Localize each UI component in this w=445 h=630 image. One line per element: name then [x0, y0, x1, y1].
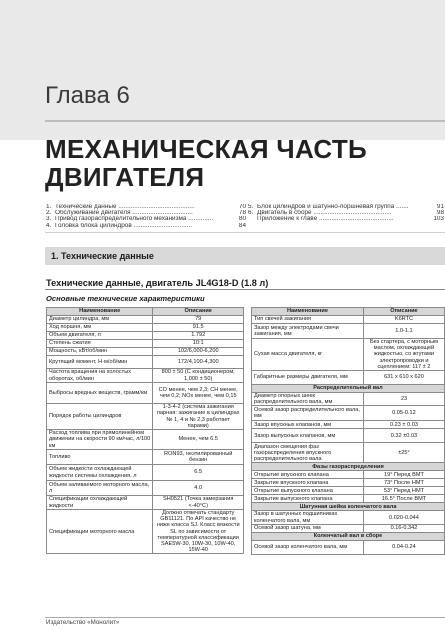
spec-value: 23	[363, 393, 444, 406]
spec-name: Порядок работы цилиндров	[47, 404, 153, 430]
toc-entry-page: 91	[436, 204, 444, 210]
spec-name: Ход поршня, мм	[47, 324, 153, 332]
spec-name: Осевой зазор шатуна, мм	[252, 524, 364, 532]
spec-value: 4.0	[153, 481, 244, 496]
spec-row	[252, 471, 445, 479]
spec-name: Зазор выпускных клапанов, мм	[252, 429, 364, 443]
spec-row	[252, 479, 445, 487]
spec-row	[252, 524, 445, 532]
spec-row	[47, 383, 244, 404]
spec-row	[47, 404, 244, 430]
spec-value: 0.04-0.24	[363, 540, 444, 554]
toc-entry-page: 78	[238, 210, 246, 217]
spec-value: Менее, чем 6.5	[153, 430, 244, 450]
spec-name: Мощность, кВт/об/мин	[47, 348, 153, 356]
spec-value: 79	[153, 316, 244, 324]
spec-row	[47, 450, 244, 465]
spec-name: Зазор впускных клапанов, мм	[252, 421, 364, 429]
spec-value: 0.16-0.342	[363, 524, 444, 532]
spec-name: Зазор в шатунных подшипниках коленчатого вала, мм	[252, 511, 364, 524]
main-specs-table	[46, 307, 244, 554]
spec-name: Объем заливаемого моторного масла, л	[47, 481, 153, 496]
spec-name: Спецификации моторного масла	[47, 510, 153, 554]
spec-row	[252, 495, 445, 503]
spec-value: 53° Перед НМТ	[363, 487, 444, 495]
spec-name: Топливо	[47, 450, 153, 465]
spec-row	[47, 356, 244, 369]
spec-row	[47, 496, 244, 510]
section-heading: 1. Технические данные	[45, 247, 445, 265]
toc-entry-number: 3.	[46, 216, 52, 223]
spec-value: 1.792	[153, 332, 244, 340]
toc-entry-number: 4.	[46, 222, 52, 229]
toc-entry-number: 6.	[248, 210, 254, 217]
header-divider	[45, 120, 445, 122]
spec-value: 73° После НМТ	[363, 479, 444, 487]
spec-row	[47, 369, 244, 383]
spec-row	[252, 511, 445, 524]
spec-value: ±25°	[363, 443, 444, 463]
footer-divider	[45, 617, 445, 618]
additional-specs-table	[251, 307, 445, 555]
chapter-label: Глава 6	[45, 82, 130, 109]
toc-entry-number	[248, 216, 257, 222]
spec-row	[47, 481, 244, 496]
spec-name: Открытие выпускного клапана	[252, 487, 364, 495]
subsection-divider	[45, 289, 445, 290]
spec-name: Тип свечей зажигания	[252, 316, 364, 324]
spec-row	[252, 540, 445, 554]
spec-value: 91.5	[153, 324, 244, 332]
spec-row	[252, 371, 445, 385]
chapter-header-band	[0, 0, 445, 140]
spec-value: 0.32 ±0.03	[363, 429, 444, 443]
toc-entry-title: Привод газораспределительного механизма ..............	[55, 216, 214, 223]
spec-row	[47, 348, 244, 356]
toc-entry-page: 80	[238, 216, 246, 223]
column-header-description: Описание	[153, 308, 244, 316]
spec-row	[47, 510, 244, 554]
toc-entry-page: 70	[238, 204, 246, 210]
column-header-name: Наименование	[47, 308, 153, 316]
spec-value: Без стартера, с моторным маслом, охлаждающей жидкостью, со жгутами электропроводки и сцеплением: 117 ± 2	[363, 339, 444, 371]
spec-row	[252, 421, 445, 429]
spec-name: Спецификации охлаждающей жидкости	[47, 496, 153, 510]
spec-value: 1-3-4-2 (система зажигания парная: зажигание в цилиндрах № 1, 4 и № 2,3 работает парами)	[153, 404, 244, 430]
spec-name: Габаритные размеры двигателя, мм	[252, 371, 364, 385]
spec-value: 6.5	[153, 465, 244, 481]
subsection-heading: Технические данные, двигатель JL4G18-D (1.8 л)	[46, 278, 269, 288]
toc-entry-page: 84	[238, 222, 246, 229]
spec-name: Объем двигателя, л	[47, 332, 153, 340]
toc-right-column	[248, 204, 444, 223]
group-header-row	[252, 463, 445, 471]
toc-entry-title: Обслуживание двигателя ..................................	[55, 210, 193, 217]
subsubsection-heading: Основные технические характеристики	[46, 294, 205, 303]
spec-name: Степень сжатия	[47, 340, 153, 348]
group-header-row	[252, 532, 445, 540]
spec-value: 102/6,000-6,200	[153, 348, 244, 356]
toc-entry-title: Блок цилиндров и шатунно-поршневая группа .......	[257, 204, 409, 210]
spec-name: Сухая масса двигателя, кг	[252, 339, 364, 371]
spec-value: Должно отвечать стандарту GB11121. По API качество не ниже класса SJ. Класс вязкости SL по зависимости от температурной классификации SAE5W-30, 10W-30, 10W-40, 15W-40	[153, 510, 244, 554]
spec-name: Частота вращения на холостых оборотах, об/мин	[47, 369, 153, 383]
spec-name: Объем жидкости охлаждающей жидкости системы охлаждения, л	[47, 465, 153, 481]
toc-entry-number: 1.	[46, 204, 52, 210]
toc-entry-title: Технические данные ...........................................	[55, 204, 195, 210]
spec-value: 0.020-0.044	[363, 511, 444, 524]
publisher-footer: Издательство «Монолит»	[46, 619, 120, 626]
spec-value: 16.5° После ВМТ	[363, 495, 444, 503]
spec-row	[252, 406, 445, 421]
spec-row	[252, 324, 445, 339]
spec-value: 10:1	[153, 340, 244, 348]
chapter-title-line-1: МЕХАНИЧЕСКАЯ ЧАСТЬ	[45, 134, 368, 164]
spec-name: Диаметр опорных шеек распределительного вала, мм	[252, 393, 364, 406]
toc-entry-number: 2.	[46, 210, 52, 217]
spec-value: RON93, неэтилированный бензин	[153, 450, 244, 465]
spec-row	[252, 393, 445, 406]
toc-entry	[248, 216, 444, 222]
spec-row	[47, 465, 244, 481]
spec-row	[252, 316, 445, 324]
spec-row	[47, 340, 244, 348]
toc-entry-page: 98	[436, 210, 444, 217]
toc-entry-title: Двигатель в сборе ............................................	[257, 210, 392, 217]
spec-name: Осевой зазор распределительного вала, мм	[252, 406, 364, 421]
toc-divider	[45, 232, 445, 233]
spec-row	[47, 332, 244, 340]
toc-entry	[46, 223, 246, 229]
spec-row	[47, 324, 244, 332]
group-header-row	[252, 503, 445, 511]
spec-name: Открытие впускного клапана	[252, 471, 364, 479]
group-title: Распределительный вал	[252, 385, 445, 393]
spec-value: 19° Перед ВМТ	[363, 471, 444, 479]
toc-entry-page: 103	[433, 216, 444, 223]
spec-row	[47, 316, 244, 324]
spec-name: Закрытие выпускного клапана	[252, 495, 364, 503]
spec-value: 1.0-1.1	[363, 324, 444, 339]
toc-entry-number: 5.	[248, 204, 254, 210]
spec-value: 800 ± 50 (С кондиционером, 1,000 ± 50)	[153, 369, 244, 383]
spec-row	[252, 487, 445, 495]
column-header-name: Наименование	[252, 308, 364, 316]
spec-row	[252, 339, 445, 371]
spec-row	[252, 443, 445, 463]
chapter-title-line-2: ДВИГАТЕЛЯ	[45, 162, 205, 192]
group-title: Фазы газораспределения	[252, 463, 445, 471]
spec-name: Диапазон смещения фаз газораспределения впускного распределительного вала	[252, 443, 364, 463]
chapter-title	[45, 135, 367, 191]
spec-value: SH0521 (Точка замерзания <-40°C)	[153, 496, 244, 510]
spec-name: Диаметр цилиндра, мм	[47, 316, 153, 324]
spec-value: 172/4,100-4,300	[153, 356, 244, 369]
spec-row	[252, 429, 445, 443]
spec-value: 0.23 ± 0.03	[363, 421, 444, 429]
spec-value: K6RTC	[363, 316, 444, 324]
column-header-description: Описание	[363, 308, 444, 316]
spec-value: CO менее, чем 2,3; CH менее, чем 0,2; NOx менее, чем 0,15	[153, 383, 244, 404]
toc-left-column	[46, 204, 246, 229]
spec-name: Закрытие впускного клапана	[252, 479, 364, 487]
group-header-row	[252, 385, 445, 393]
spec-row	[47, 430, 244, 450]
spec-name: Расход топлива при прямолинейном движении на скорости 90 км/час, л/100 км	[47, 430, 153, 450]
toc-entry-title: Приложение к главе ..........................................	[257, 216, 394, 223]
group-title: Шатунная шейка коленчатого вала	[252, 503, 445, 511]
spec-name: Зазор между электродами свечи зажигания, мм	[252, 324, 364, 339]
spec-value: 0.05-0.12	[363, 406, 444, 421]
spec-value: 631 x 610 x 620	[363, 371, 444, 385]
spec-name: Выбросы вредных веществ, грамм/км	[47, 383, 153, 404]
spec-name: Осевой зазор коленчатого вала, мм	[252, 540, 364, 554]
group-title: Коленчатый вал в сборе	[252, 532, 445, 540]
spec-name: Крутящий момент, Н·м/об/мин	[47, 356, 153, 369]
toc-entry-title: Головка блока цилиндров .................................	[55, 222, 193, 229]
